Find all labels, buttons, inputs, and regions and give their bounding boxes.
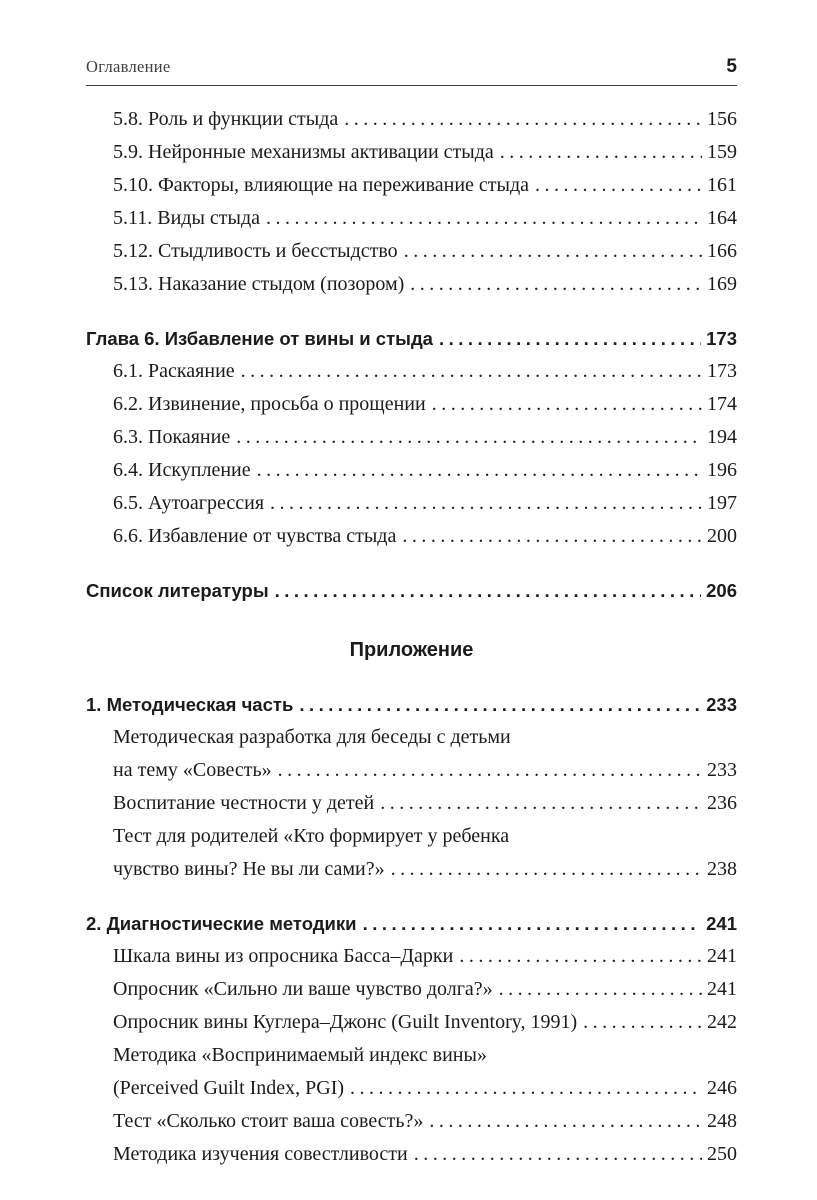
toc-chapter-row [86,688,737,721]
toc-item-title: на тему «Совесть» [113,759,272,781]
toc-entry-row [86,487,737,520]
toc-item-line [113,787,737,820]
toc-entry-row [86,1039,737,1105]
toc-item-title: Воспитание честности у детей [113,792,375,814]
toc-list [86,103,737,1171]
toc-page-number: 241 [707,978,737,1000]
toc-item-title: Список литературы [86,580,269,601]
toc-entry-row [86,202,737,235]
toc-item-title: Тест для родителей «Кто формирует у ребенка [113,825,510,847]
toc-page-number: 174 [707,393,737,415]
toc-page-number: 197 [707,492,737,514]
toc-item-line [113,1072,737,1105]
page-header [86,56,737,86]
toc-entry-row [86,388,737,421]
toc-item-title: 6.6. Избавление от чувства стыда [113,525,397,547]
toc-entry-row [86,103,737,136]
page-number: 5 [726,56,737,77]
leader-dots [241,355,702,388]
appendix-heading: Приложение [349,639,474,661]
toc-item-wrap-line [113,1039,737,1072]
toc-item-title: Методика изучения совестливости [113,1143,408,1165]
leader-dots [459,940,702,973]
toc-page-number: 164 [707,207,737,229]
leader-dots [402,520,702,553]
leader-dots [432,388,702,421]
toc-entry-row [86,1138,737,1171]
toc-entry-row [86,820,737,886]
leader-dots [583,1006,702,1039]
leader-dots [275,574,702,607]
toc-page-number: 238 [707,858,737,880]
toc-entry-row [86,973,737,1006]
running-header-title: Оглавление [86,57,171,76]
toc-page-number: 233 [706,694,737,715]
toc-page-number: 194 [707,426,737,448]
toc-item-title: Методическая разработка для беседы с детьми [113,726,511,748]
toc-item-title: 2. Диагностические методики [86,913,357,934]
toc-page-number: 250 [707,1143,737,1165]
leader-dots [363,907,702,940]
toc-chapter-row [86,574,737,607]
leader-dots [391,853,702,886]
toc-item-title: 6.2. Извинение, просьба о прощении [113,393,426,415]
toc-item-line [113,973,737,1006]
toc-item-line [86,574,737,607]
toc-page-number: 241 [706,913,737,934]
toc-page-number: 206 [706,580,737,601]
leader-dots [404,235,702,268]
toc-page-number: 236 [707,792,737,814]
toc-item-title: Шкала вины из опросника Басса–Дарки [113,945,454,967]
toc-item-title: 1. Методическая часть [86,694,294,715]
leader-dots [299,688,701,721]
toc-item-wrap-line [113,820,737,853]
toc-item-title: 5.11. Виды стыда [113,207,261,229]
toc-entry-row [86,1006,737,1039]
toc-item-title: 6.4. Искупление [113,459,251,481]
toc-page-number: 161 [707,174,737,196]
toc-page-number: 241 [707,945,737,967]
toc-item-line [113,103,737,136]
leader-dots [266,202,702,235]
leader-dots [270,487,702,520]
toc-item-line [113,202,737,235]
toc-item-line [113,421,737,454]
leader-dots [500,136,702,169]
toc-entry-row [86,787,737,820]
leader-dots [350,1072,702,1105]
toc-entry-row [86,268,737,301]
toc-entry-row [86,235,737,268]
leader-dots [535,169,702,202]
toc-item-title: чувство вины? Не вы ли сами?» [113,858,385,880]
toc-page-number: 169 [707,273,737,295]
toc-entry-row [86,520,737,553]
leader-dots [414,1138,702,1171]
toc-page-number: 173 [707,360,737,382]
toc-item-line [113,268,737,301]
toc-item-line [113,454,737,487]
toc-item-title: Опросник вины Куглера–Джонс (Guilt Inventory, 1991) [113,1011,578,1033]
toc-item-line [113,1006,737,1039]
toc-item-line [113,754,737,787]
toc-entry-row [86,1105,737,1138]
leader-dots [344,103,702,136]
toc-item-line [113,853,737,886]
toc-item-title: (Perceived Guilt Index, PGI) [113,1077,345,1099]
toc-page-number: 246 [707,1077,737,1099]
leader-dots [380,787,702,820]
toc-item-line [113,940,737,973]
toc-page-number: 173 [706,328,737,349]
toc-item-line [113,235,737,268]
toc-page-number: 242 [707,1011,737,1033]
toc-page-number: 159 [707,141,737,163]
leader-dots [257,454,702,487]
toc-page-number: 200 [707,525,737,547]
toc-item-title: 5.9. Нейронные механизмы активации стыда [113,141,494,163]
leader-dots [278,754,702,787]
leader-dots [410,268,702,301]
toc-item-line [113,355,737,388]
toc-entry-row [86,355,737,388]
toc-entry-row [86,721,737,787]
toc-item-line [113,1138,737,1171]
toc-chapter-row [86,322,737,355]
leader-dots [429,1105,702,1138]
toc-item-line [113,487,737,520]
toc-item-line [113,388,737,421]
toc-page-number: 156 [707,108,737,130]
toc-item-title: 5.13. Наказание стыдом (позором) [113,273,405,295]
leader-dots [499,973,702,1006]
toc-item-title: Тест «Сколько стоит ваша совесть?» [113,1110,424,1132]
toc-item-line [113,169,737,202]
toc-item-wrap-line [113,721,737,754]
toc-item-title: 5.12. Стыдливость и бесстыдство [113,240,398,262]
toc-entry-row [86,940,737,973]
toc-item-title: 6.1. Раскаяние [113,360,235,382]
toc-page-number: 233 [707,759,737,781]
toc-item-line [113,520,737,553]
toc-item-title: 5.10. Факторы, влияющие на переживание стыда [113,174,530,196]
toc-entry-row [86,454,737,487]
toc-item-title: Методика «Воспринимаемый индекс вины» [113,1044,487,1066]
toc-chapter-row [86,907,737,940]
toc-entry-row [86,421,737,454]
toc-item-title: 6.3. Покаяние [113,426,231,448]
toc-page-number: 248 [707,1110,737,1132]
toc-item-title: Опросник «Сильно ли ваше чувство долга?» [113,978,493,1000]
toc-page-number: 166 [707,240,737,262]
toc-item-line [113,136,737,169]
toc-item-title: 5.8. Роль и функции стыда [113,108,339,130]
toc-item-line [86,322,737,355]
toc-item-title: Глава 6. Избавление от вины и стыда [86,328,433,349]
toc-item-line [86,688,737,721]
toc-item-line [113,1105,737,1138]
leader-dots [236,421,702,454]
toc-page-number: 196 [707,459,737,481]
toc-entry-row [86,169,737,202]
toc-item-line [86,907,737,940]
toc-entry-row [86,136,737,169]
toc-item-title: 6.5. Аутоагрессия [113,492,265,514]
leader-dots [439,322,701,355]
